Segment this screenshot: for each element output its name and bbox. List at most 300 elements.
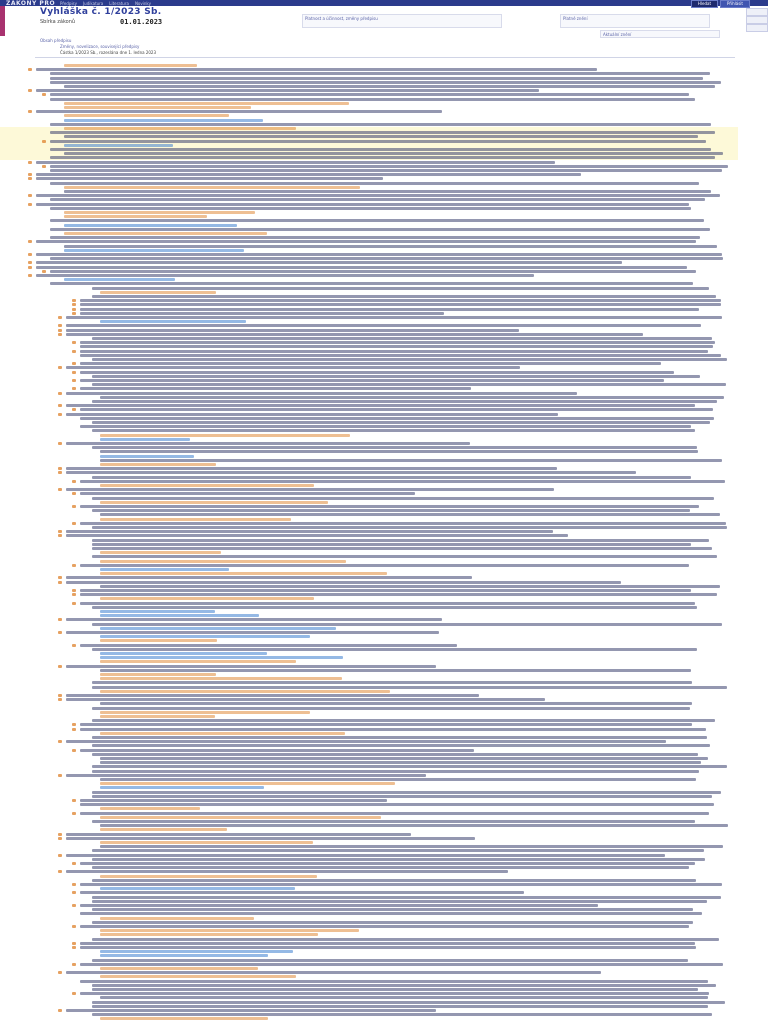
text-line-marker xyxy=(28,261,32,264)
text-line xyxy=(100,702,692,705)
text-line xyxy=(92,526,727,529)
text-line xyxy=(92,383,726,386)
text-line-marker xyxy=(72,942,76,945)
text-line-marker xyxy=(58,854,62,857)
text-line xyxy=(80,812,709,815)
text-line-marker xyxy=(72,350,76,353)
text-line[interactable] xyxy=(64,64,197,67)
text-line[interactable] xyxy=(100,807,200,810)
text-line xyxy=(80,883,722,886)
text-line-marker xyxy=(42,165,46,168)
text-line xyxy=(80,644,457,647)
text-line-marker xyxy=(58,530,62,533)
text-line-marker xyxy=(72,963,76,966)
text-line[interactable] xyxy=(100,711,310,714)
text-line-marker xyxy=(72,883,76,886)
site-logo[interactable]: ZÁKONY PRO xyxy=(6,0,56,7)
text-line-marker xyxy=(58,333,62,336)
document-header xyxy=(40,6,740,54)
text-line xyxy=(66,740,666,743)
text-line xyxy=(92,295,716,298)
text-line-marker xyxy=(58,316,62,319)
meta-line[interactable]: Změny, novelizace, související předpisy xyxy=(60,44,140,49)
text-line-marker xyxy=(72,799,76,802)
text-line-marker xyxy=(58,665,62,668)
text-line[interactable] xyxy=(100,786,264,789)
text-line[interactable] xyxy=(100,639,217,642)
text-line xyxy=(50,257,723,260)
text-line[interactable] xyxy=(100,291,216,294)
text-line xyxy=(80,371,674,374)
text-line xyxy=(66,694,479,697)
text-line[interactable] xyxy=(100,917,254,920)
text-line xyxy=(66,534,568,537)
text-line xyxy=(80,749,474,752)
text-line xyxy=(66,488,554,491)
text-line-marker xyxy=(28,161,32,164)
text-line xyxy=(92,849,704,852)
text-line xyxy=(50,72,710,75)
text-line xyxy=(66,333,643,336)
text-line[interactable] xyxy=(100,841,313,844)
text-line xyxy=(92,623,722,626)
text-line xyxy=(66,324,701,327)
text-line[interactable] xyxy=(100,434,350,437)
text-line-marker xyxy=(72,891,76,894)
text-line-marker xyxy=(28,266,32,269)
text-line xyxy=(92,736,707,739)
text-line xyxy=(64,245,717,248)
text-line[interactable] xyxy=(100,887,295,890)
text-line xyxy=(50,182,699,185)
text-line xyxy=(100,778,696,781)
text-line xyxy=(80,803,714,806)
text-line xyxy=(80,728,706,731)
text-line xyxy=(50,207,691,210)
document-collection: Sbírka zákonů xyxy=(40,19,76,25)
text-line xyxy=(100,585,720,588)
text-line[interactable] xyxy=(100,782,395,785)
text-line-marker xyxy=(72,723,76,726)
text-line-marker xyxy=(58,467,62,470)
text-line[interactable] xyxy=(100,656,343,659)
text-line[interactable] xyxy=(64,102,349,105)
text-line[interactable] xyxy=(64,278,175,281)
text-line[interactable] xyxy=(64,127,296,130)
text-line xyxy=(92,421,710,424)
text-line-marker xyxy=(72,341,76,344)
text-line xyxy=(92,1005,708,1008)
document-date: 01.01.2023 xyxy=(120,18,163,26)
text-line xyxy=(80,963,723,966)
text-line xyxy=(66,467,557,470)
text-line[interactable] xyxy=(100,732,345,735)
text-line xyxy=(66,618,442,621)
text-line[interactable] xyxy=(100,551,221,554)
text-line-marker xyxy=(72,312,76,315)
text-line xyxy=(100,513,720,516)
text-line-marker xyxy=(58,631,62,634)
text-line[interactable] xyxy=(100,875,317,878)
text-line xyxy=(80,799,387,802)
text-line[interactable] xyxy=(100,677,342,680)
text-line-marker xyxy=(28,68,32,71)
tab-login[interactable]: Přihlásit xyxy=(720,0,750,8)
text-line xyxy=(50,148,711,151)
text-line xyxy=(92,606,697,609)
text-line-marker xyxy=(72,992,76,995)
text-line xyxy=(80,417,714,420)
text-line xyxy=(92,539,709,542)
tab-search[interactable]: Hledat xyxy=(691,0,718,8)
text-line xyxy=(64,135,698,138)
text-line-marker xyxy=(72,303,76,306)
text-line[interactable] xyxy=(64,119,263,122)
text-line xyxy=(80,354,721,357)
text-line-marker xyxy=(58,698,62,701)
text-line xyxy=(92,337,712,340)
text-line-marker xyxy=(72,522,76,525)
text-line xyxy=(80,350,708,353)
text-line xyxy=(92,681,692,684)
text-line-marker xyxy=(72,362,76,365)
text-line-marker xyxy=(72,308,76,311)
text-line-marker xyxy=(58,870,62,873)
text-line xyxy=(66,442,470,445)
text-line xyxy=(36,177,383,180)
text-line[interactable] xyxy=(100,627,336,630)
text-line xyxy=(80,387,471,390)
text-line-marker xyxy=(72,728,76,731)
text-line xyxy=(92,879,696,882)
text-line xyxy=(92,988,698,991)
text-line[interactable] xyxy=(64,224,237,227)
text-line xyxy=(92,984,716,987)
text-line xyxy=(80,942,695,945)
text-line xyxy=(66,404,695,407)
text-line xyxy=(100,824,728,827)
text-line-marker xyxy=(58,392,62,395)
text-line xyxy=(80,408,713,411)
text-line xyxy=(80,593,717,596)
text-line-marker xyxy=(72,812,76,815)
text-line-marker xyxy=(58,694,62,697)
text-line-marker xyxy=(72,593,76,596)
text-line xyxy=(100,669,691,672)
text-line xyxy=(80,925,689,928)
text-line xyxy=(50,123,711,126)
text-line xyxy=(92,921,693,924)
text-line xyxy=(80,980,708,983)
text-line-marker xyxy=(72,480,76,483)
text-line xyxy=(50,282,693,285)
text-line xyxy=(66,471,636,474)
text-line[interactable] xyxy=(100,610,215,613)
text-line-marker xyxy=(58,404,62,407)
text-line[interactable] xyxy=(100,518,291,521)
text-line-marker xyxy=(28,177,32,180)
text-line xyxy=(80,341,715,344)
text-line xyxy=(92,648,697,651)
text-line[interactable] xyxy=(100,828,227,831)
side-button[interactable] xyxy=(746,24,768,32)
text-line-marker xyxy=(58,740,62,743)
text-line xyxy=(36,68,597,71)
text-line[interactable] xyxy=(100,967,258,970)
text-line-marker xyxy=(58,442,62,445)
text-line[interactable] xyxy=(100,660,296,663)
text-line[interactable] xyxy=(100,463,216,466)
text-line xyxy=(92,959,688,962)
text-line xyxy=(66,774,426,777)
text-line xyxy=(50,98,695,101)
text-line xyxy=(80,299,721,302)
text-line xyxy=(66,870,508,873)
text-line xyxy=(92,900,707,903)
text-line[interactable] xyxy=(100,455,194,458)
text-line xyxy=(50,198,705,201)
text-line[interactable] xyxy=(100,816,381,819)
text-line-marker xyxy=(42,93,46,96)
text-line-marker xyxy=(72,387,76,390)
text-line-marker xyxy=(72,492,76,495)
text-line-marker xyxy=(58,324,62,327)
text-line xyxy=(92,375,700,378)
text-line[interactable] xyxy=(100,929,359,932)
text-line-marker xyxy=(42,140,46,143)
text-line xyxy=(66,581,621,584)
text-line-marker xyxy=(72,602,76,605)
text-line xyxy=(36,161,555,164)
text-line xyxy=(80,589,691,592)
text-line xyxy=(66,576,472,579)
text-line-marker xyxy=(28,173,32,176)
text-line[interactable] xyxy=(100,715,215,718)
text-line xyxy=(92,770,699,773)
accent-bar xyxy=(0,6,5,36)
text-line-marker xyxy=(72,589,76,592)
text-line[interactable] xyxy=(100,438,190,441)
text-line xyxy=(66,971,601,974)
text-line-marker xyxy=(58,366,62,369)
text-line-marker xyxy=(72,371,76,374)
text-line xyxy=(66,1009,436,1012)
text-line[interactable] xyxy=(100,635,310,638)
text-line xyxy=(66,392,577,395)
text-line[interactable] xyxy=(64,249,244,252)
text-line-marker xyxy=(58,833,62,836)
text-line xyxy=(92,543,691,546)
text-line xyxy=(66,698,545,701)
text-line xyxy=(80,912,702,915)
text-line xyxy=(64,85,715,88)
text-line xyxy=(36,266,687,269)
text-line-marker xyxy=(72,862,76,865)
text-line xyxy=(66,329,519,332)
text-line xyxy=(50,140,706,143)
text-line xyxy=(92,707,690,710)
text-line-marker xyxy=(42,270,46,273)
text-line[interactable] xyxy=(100,568,229,571)
text-line-marker xyxy=(72,379,76,382)
text-line xyxy=(92,908,693,911)
validity-info-box[interactable]: Platnost a účinnost, změny předpisu xyxy=(302,14,502,28)
text-line xyxy=(36,274,534,277)
text-line xyxy=(80,723,692,726)
text-line xyxy=(36,173,581,176)
text-line xyxy=(66,837,475,840)
text-line xyxy=(36,253,722,256)
document-body xyxy=(0,64,768,1024)
text-line[interactable] xyxy=(64,106,251,109)
text-line xyxy=(92,358,727,361)
text-line-marker xyxy=(72,564,76,567)
text-line xyxy=(92,753,698,756)
text-line[interactable] xyxy=(100,954,268,957)
text-line xyxy=(66,631,439,634)
text-line[interactable] xyxy=(100,690,390,693)
text-line xyxy=(66,665,436,668)
text-line-marker xyxy=(58,618,62,621)
text-line xyxy=(92,287,709,290)
text-line xyxy=(92,497,714,500)
text-line-marker xyxy=(58,534,62,537)
text-line[interactable] xyxy=(100,560,346,563)
nav-item[interactable]: Předpisy xyxy=(60,1,77,6)
text-line xyxy=(100,396,724,399)
text-line-marker xyxy=(72,299,76,302)
text-line xyxy=(92,1001,725,1004)
text-line xyxy=(80,308,699,311)
text-line xyxy=(80,303,721,306)
text-line xyxy=(92,820,695,823)
nav-item[interactable]: Literatura xyxy=(109,1,129,6)
text-line xyxy=(66,366,520,369)
text-line[interactable] xyxy=(100,484,314,487)
text-line-marker xyxy=(72,946,76,949)
text-line xyxy=(92,429,695,432)
text-line xyxy=(80,891,524,894)
text-line xyxy=(36,110,442,113)
text-line xyxy=(80,345,713,348)
text-line[interactable] xyxy=(100,597,314,600)
text-line xyxy=(66,413,558,416)
text-line xyxy=(92,686,727,689)
text-line[interactable] xyxy=(100,652,267,655)
text-line xyxy=(66,833,411,836)
side-button[interactable] xyxy=(746,16,768,24)
text-line xyxy=(80,505,699,508)
text-line xyxy=(36,89,539,92)
text-line-marker xyxy=(72,408,76,411)
text-line xyxy=(92,765,727,768)
text-line xyxy=(100,761,701,764)
text-line[interactable] xyxy=(100,320,246,323)
text-line xyxy=(92,400,717,403)
text-line-marker xyxy=(28,253,32,256)
text-line xyxy=(64,190,711,193)
text-line xyxy=(92,896,721,899)
text-line xyxy=(80,312,444,315)
text-line-marker xyxy=(28,194,32,197)
text-line xyxy=(50,165,728,168)
text-line-marker xyxy=(58,1009,62,1012)
side-button[interactable] xyxy=(746,8,768,16)
text-line xyxy=(92,476,691,479)
header-separator xyxy=(35,57,735,58)
text-line xyxy=(80,492,415,495)
text-line-marker xyxy=(28,110,32,113)
text-line xyxy=(80,425,691,428)
status-box[interactable]: Platné znění xyxy=(560,14,710,28)
text-line xyxy=(64,152,723,155)
text-line xyxy=(92,791,721,794)
text-line xyxy=(100,845,723,848)
text-line xyxy=(100,996,708,999)
text-line xyxy=(92,866,689,869)
meta-line[interactable]: Obsah předpisu xyxy=(40,38,72,43)
text-line xyxy=(50,219,704,222)
text-line[interactable] xyxy=(100,673,216,676)
text-line[interactable] xyxy=(64,211,255,214)
text-line[interactable] xyxy=(64,232,267,235)
text-line-marker xyxy=(72,749,76,752)
text-line xyxy=(92,795,712,798)
text-line[interactable] xyxy=(100,950,293,953)
text-line[interactable] xyxy=(64,186,360,189)
text-line-marker xyxy=(58,971,62,974)
text-line xyxy=(80,602,695,605)
text-line[interactable] xyxy=(64,215,207,218)
text-line[interactable] xyxy=(100,933,318,936)
document-title: Vyhláška č. 1/2023 Sb. xyxy=(40,7,162,17)
text-line-marker xyxy=(28,240,32,243)
text-line-marker xyxy=(58,413,62,416)
meta-line: Částka 1/2023 Sb., rozeslána dne 1. ledna 2023 xyxy=(60,50,157,55)
text-line xyxy=(50,81,721,84)
text-line-marker xyxy=(58,837,62,840)
text-line-marker xyxy=(58,774,62,777)
text-line xyxy=(50,156,715,159)
text-line[interactable] xyxy=(100,501,328,504)
text-line xyxy=(92,547,712,550)
text-line[interactable] xyxy=(64,144,173,147)
text-line xyxy=(92,719,715,722)
text-line-marker xyxy=(58,488,62,491)
text-line[interactable] xyxy=(100,1017,268,1020)
text-line xyxy=(50,228,710,231)
text-line xyxy=(80,522,726,525)
text-line xyxy=(36,240,696,243)
text-line xyxy=(66,854,665,857)
text-line-marker xyxy=(72,505,76,508)
text-line[interactable] xyxy=(100,614,259,617)
text-line[interactable] xyxy=(100,975,296,978)
text-line[interactable] xyxy=(64,114,229,117)
text-line[interactable] xyxy=(100,572,387,575)
nav-item[interactable]: Novinky xyxy=(134,1,151,6)
nav-item[interactable]: Judikatura xyxy=(83,1,104,6)
text-line-marker xyxy=(28,274,32,277)
text-line xyxy=(80,564,689,567)
text-line xyxy=(80,992,709,995)
version-box[interactable]: Aktuální znění xyxy=(600,30,720,38)
text-line-marker xyxy=(72,925,76,928)
text-line xyxy=(66,530,553,533)
text-line xyxy=(92,555,717,558)
text-line xyxy=(50,77,703,80)
text-line xyxy=(80,946,696,949)
